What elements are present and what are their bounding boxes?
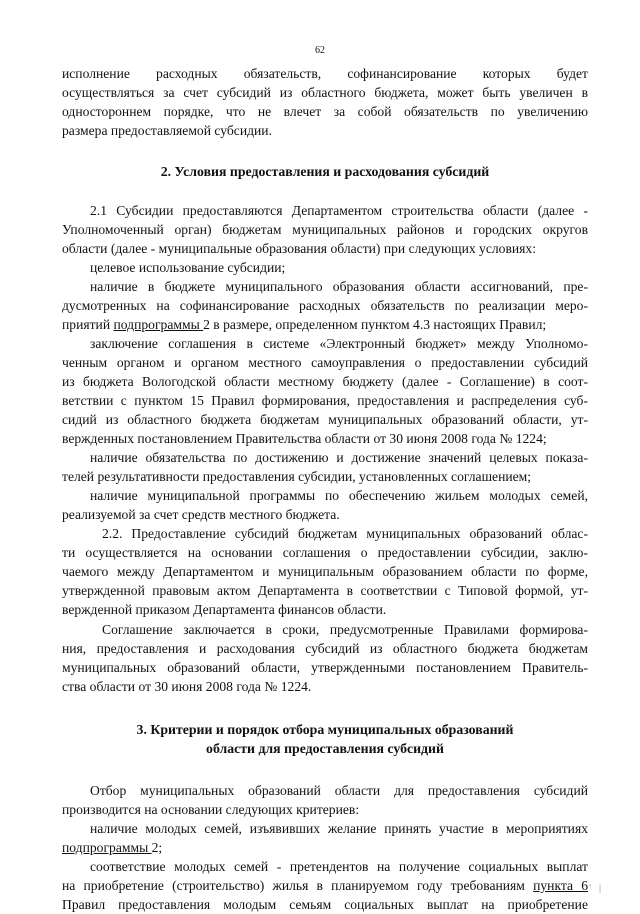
s2-p5-line: телей результативности предоставления субсидии, установленных соглашением;	[62, 469, 532, 484]
s3-p2-text: 2;	[151, 840, 163, 855]
section-3-heading-line: 3. Критерии и порядок отбора муниципальных образований	[136, 722, 514, 737]
intro-line: осуществляться за счет субсидий из областного бюджета, может быть увеличен в	[62, 85, 588, 100]
s3-p1-line: производится на основании следующих критериев:	[62, 802, 360, 817]
s2-p7-line: 2.2. Предоставление субсидий бюджетам муниципальных образований облас-	[102, 526, 588, 541]
section-3-heading	[62, 720, 588, 758]
s3-p3-line	[62, 876, 588, 895]
s2-p3-line	[62, 315, 588, 334]
s2-p4-line: ветствии с пунктом 15 Правил формирования, предоставления и распределения суб-	[62, 393, 588, 408]
s2-p6-line: наличие муниципальной программы по обеспечению жильем молодых семей,	[90, 488, 588, 503]
s2-p7-line: ти осуществляется на основании соглашения о предоставлении субсидии, заклю-	[62, 545, 588, 560]
s2-p7-line: вержденной приказом Департамента финансов области.	[62, 602, 387, 617]
s2-p4-line: заключение соглашения в системе «Электронный бюджет» между Уполномо-	[90, 336, 588, 351]
s2-p3-line: дусмотренных на софинансирование расходных обязательств по реализации меро-	[62, 298, 588, 313]
s3-p2-line: наличие молодых семей, изъявивших желание принять участие в мероприятиях	[90, 821, 588, 836]
s2-p4-line: сидий из областного бюджета бюджетам муниципальных образований области, ут-	[62, 412, 588, 427]
s3-p3-text: на приобретение (строительство) жилья в планируемом году требованиям	[62, 878, 534, 893]
subprogram-link[interactable]: подпрограммы	[113, 317, 204, 332]
s2-p8-line: муниципальных образований области, утвержденными постановлением Правитель-	[62, 660, 588, 675]
s2-p1-line: Уполномоченный орган) бюджетам муниципальных районов и городских округов	[62, 222, 588, 237]
s2-p8-line: ния, предоставления и расходования субсидий из областного бюджета бюджетам	[62, 641, 588, 656]
s2-p8-line: Соглашение заключается в сроки, предусмотренные Правилами формирова-	[102, 622, 588, 637]
section-3-heading-line: области для предоставления субсидий	[206, 741, 444, 756]
intro-line: исполнение расходных обязательств, софинансирование которых будет	[62, 66, 588, 81]
s2-p5-line: наличие обязательства по достижению и достижение значений целевых показа-	[90, 450, 588, 465]
intro-line: размера предоставляемой субсидии.	[62, 123, 272, 138]
s3-p3-line: соответствие молодых семей - претендентов на получение социальных выплат	[90, 859, 588, 874]
s2-p1-line: 2.1 Субсидии предоставляются Департаментом строительства области (далее -	[90, 203, 588, 218]
intro-line: одностороннем порядке, что не влечет за собой обязательств по увеличению	[62, 104, 588, 119]
s2-p1-line: области (далее - муниципальные образования области) при следующих условиях:	[62, 241, 536, 256]
s2-p6-line: реализуемой за счет средств местного бюджета.	[62, 507, 340, 522]
s3-p2-line	[62, 838, 588, 857]
s2-p4-line: вержденных постановлением Правительства области от 30 июня 2008 года № 1224;	[62, 431, 547, 446]
s2-p7-line: чаемого между Департаментом и муниципальным образованием области по форме,	[62, 564, 588, 579]
s2-p3-text: приятий	[62, 317, 114, 332]
section-2-heading: 2. Условия предоставления и расходования субсидий	[160, 164, 490, 179]
s2-p4-line: из бюджета Вологодской области местному бюджету (далее - Соглашение) в соот-	[62, 374, 588, 389]
s2-p7-line: утвержденной правовым актом Департамента в соответствии с Типовой формой, ут-	[62, 583, 588, 598]
s2-p2-line: целевое использование субсидии;	[90, 260, 286, 275]
page-number: 62	[315, 45, 325, 56]
s2-p8-line: ства области от 30 июня 2008 года № 1224.	[62, 679, 312, 694]
document-body	[62, 64, 588, 914]
s2-p4-line: ченным органом и органом местного самоуправления о предоставлении субсидий	[62, 355, 588, 370]
s3-p3-line: Правил предоставления молодым семьям социальных выплат на приобретение	[62, 897, 588, 912]
subprogram-link[interactable]: подпрограммы	[62, 840, 152, 855]
s2-p3-line: наличие в бюджете муниципального образования области ассигнований, пре-	[90, 279, 588, 294]
clause-6-link[interactable]: пункта 6	[533, 878, 588, 893]
scan-mark: ' |	[589, 883, 604, 893]
s3-p1-line: Отбор муниципальных образований области для предоставления субсидий	[90, 783, 588, 798]
s2-p3-text: 2 в размере, определенном пунктом 4.3 настоящих Правил;	[203, 317, 547, 332]
